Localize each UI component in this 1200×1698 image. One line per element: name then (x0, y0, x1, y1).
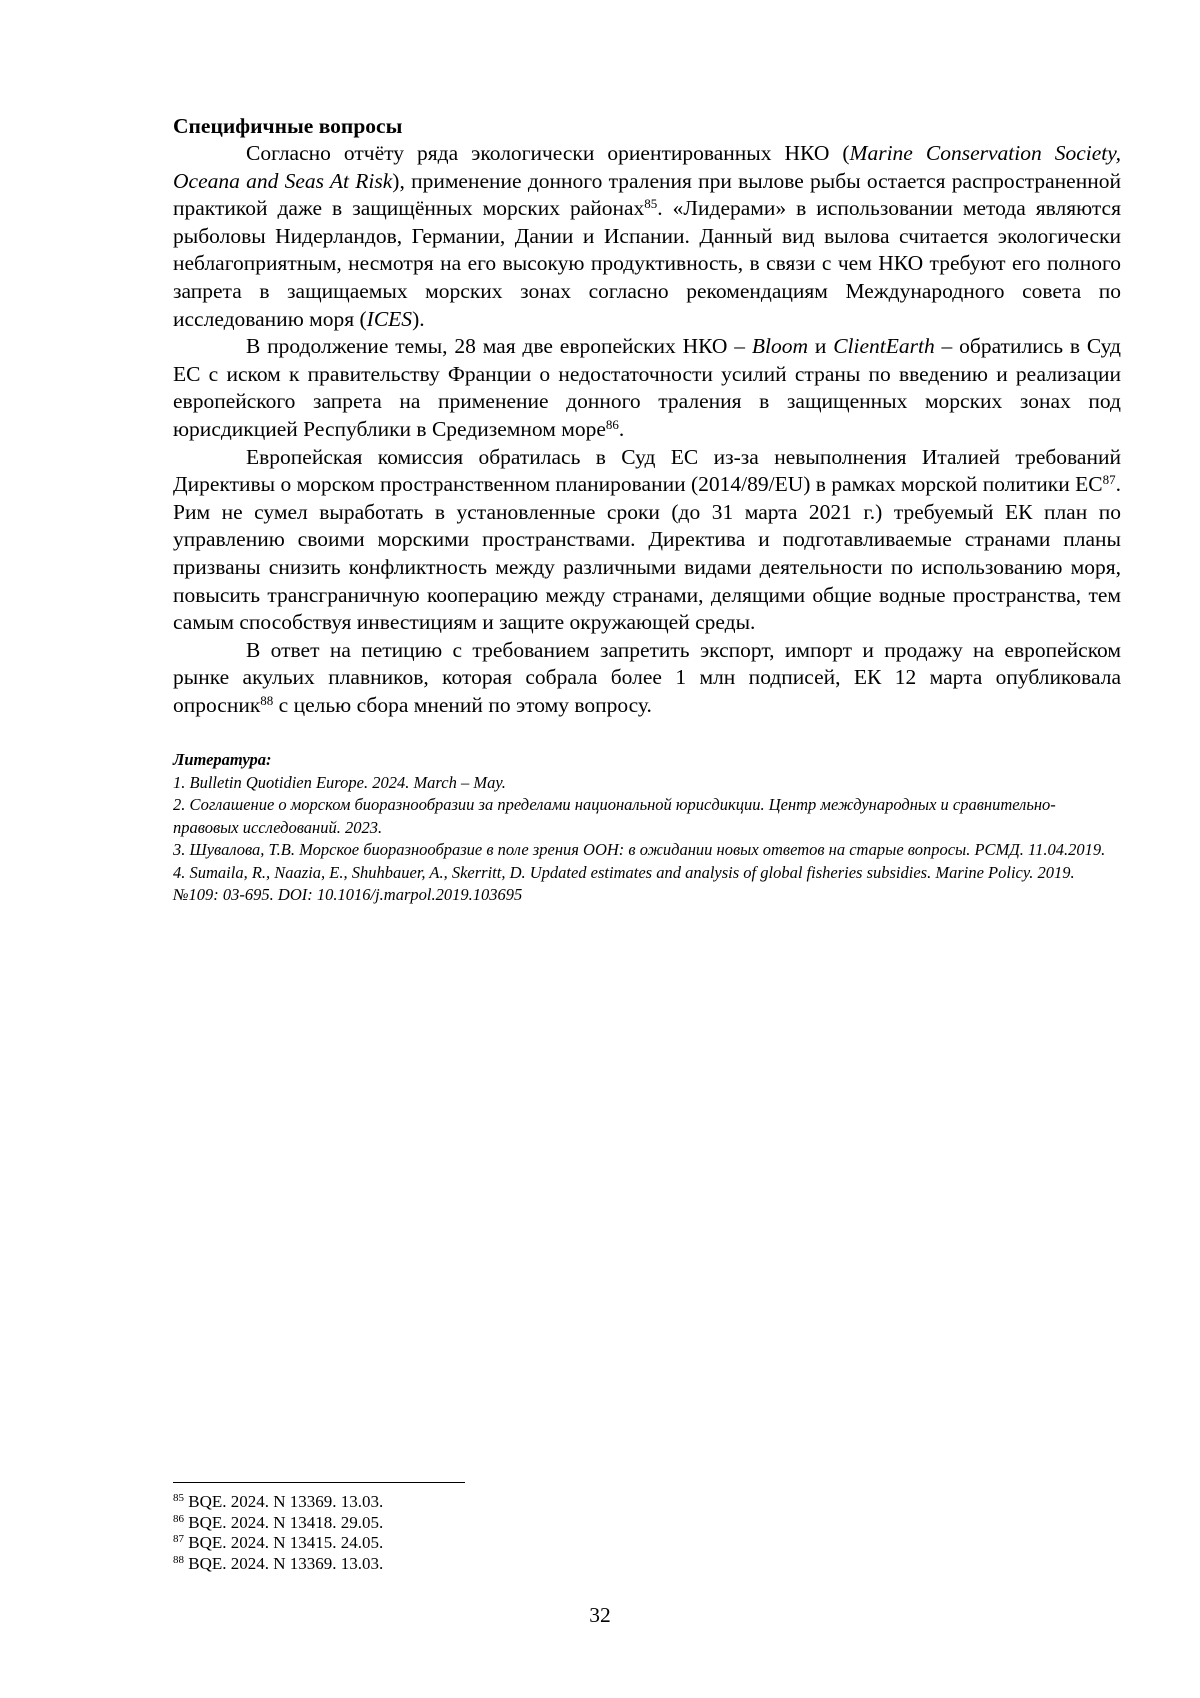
footnote-divider (173, 1482, 465, 1483)
paragraph-italy-directive: Европейская комиссия обратилась в Суд ЕС из-за невыполнения Италией требований Директивы о морском пространственном планировании (2014/89/EU) в рамках морской политики ЕС$^{87}$. Рим не сумел выработать в установленные сроки (до 31 марта 2021 г.) требуемый ЕК план по управлению своими морскими пространствами. Директива и подготавливаемые странами планы призваны снизить конфликтность между различными видами деятельности по использованию моря, повысить трансграничную кооперацию между странами, делящими общие водные пространства, тем самым способствуя инвестициям и защите окружающей среды. (173, 444, 1121, 635)
literature-title: Литература: (173, 750, 272, 770)
footnote-86: $^{86}$ BQE. 2024. N 13418. 29.05. (173, 1512, 384, 1532)
literature-item: 4. Sumaila, R., Naazia, E., Shuhbauer, A., Skerritt, D. Updated estimates and analysis of global fisheries subsidies. Marine Policy. 2019. №109: 03-695. DOI: 10.1016/j.marpol.2019.103695 (173, 862, 1075, 905)
footnote-88: $^{88}$ BQE. 2024. N 13369. 13.03. (173, 1553, 384, 1573)
literature-item: 1. Bulletin Quotidien Europe. 2024. March – May. (173, 772, 506, 792)
main-content (173, 113, 1121, 907)
footnote-ref-88[interactable]: 88 (260, 692, 274, 708)
footnotes (173, 1482, 1121, 1574)
footnote-ref-87[interactable]: 87 (1102, 472, 1116, 488)
literature-item: 3. Шувалова, Т.В. Морское биоразнообразие в поле зрения ООН: в ожидании новых ответов на старые вопросы. РСМД. 11.04.2019. (173, 840, 1106, 860)
paragraph-ngo-lawsuit: В продолжение темы, 28 мая две европейских НКО – Bloom и ClientEarth – обратились в Суд ЕС с иском к правительству Франции о недостаточности усилий страны по введению и реализации европейского запрета на применение донного траления в защищенных морских зонах под юрисдикцией Республики в Средиземном море$^{86}$. (173, 334, 1121, 441)
paragraph-trawling: Согласно отчёту ряда экологически ориентированных НКО (Marine Conservation Society, Oceana and Seas At Risk), применение донного траления при вылове рыбы остается распространенной практикой даже в защищённых морских районах$^{85}$. «Лидерами» в использовании метода являются рыболовы Нидерландов, Германии, Дании и Испании. Данный вид вылова считается экологически неблагоприятным, несмотря на его высокую продуктивность, в связи с чем НКО требуют его полного запрета в защищаемых морских зонах согласно рекомендациям Международного совета по исследованию моря (ICES). (173, 141, 1121, 331)
footnote-ref-86[interactable]: 86 (605, 416, 619, 432)
page-number: 32 (589, 1603, 611, 1627)
footnote-ref-85[interactable]: 85 (644, 196, 658, 212)
literature-item: 2. Соглашение о морском биоразнообразии за пределами национальной юрисдикции. Центр международных и сравнительно-правовых исследований. 2023. (173, 795, 1056, 837)
literature-section (173, 749, 1121, 907)
footnote-87: $^{87}$ BQE. 2024. N 13415. 24.05. (173, 1533, 384, 1552)
section-heading: Специфичные вопросы (173, 114, 403, 138)
footnote-85: $^{85}$ BQE. 2024. N 13369. 13.03. (173, 1492, 384, 1511)
paragraph-shark-fins: В ответ на петицию с требованием запретить экспорт, импорт и продажу на европейском рынке акульих плавников, которая собрала более 1 млн подписей, ЕК 12 марта опубликовала опросник$^{88}$ с целью сбора мнений по этому вопросу. (173, 637, 1121, 717)
